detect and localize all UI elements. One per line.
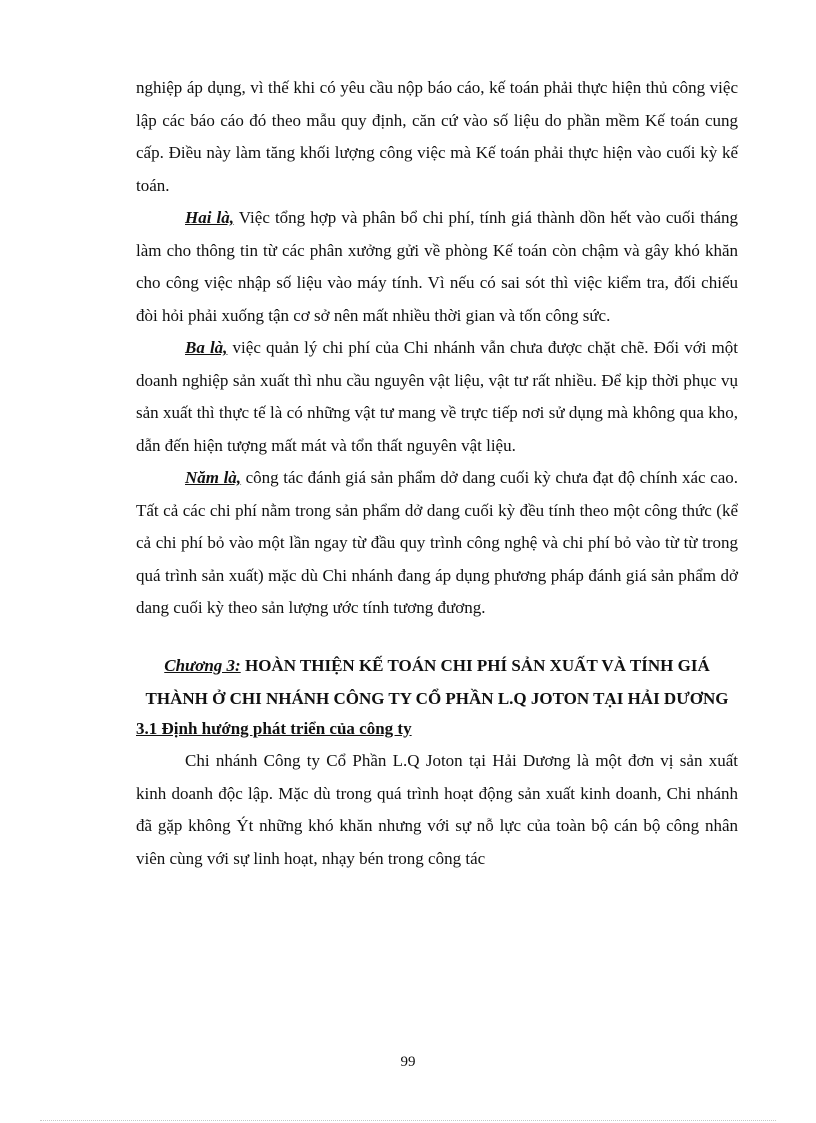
paragraph-ba-la bbox=[136, 332, 738, 462]
paragraph-nam-la-text: công tác đánh giá sản phẩm dở dang cuối kỳ chưa đạt độ chính xác cao. Tất cả các chi phí nằm trong sản phẩm dở dang cuối kỳ đều tính theo một công thức (kể cả chi phí bỏ vào một lần ngay từ đầu quy trình công nghệ và chi phí bỏ vào từ từ trong quá trình sản xuất) mặc dù Chi nhánh đang áp dụng phương pháp đánh giá sản phẩm dở dang cuối kỳ theo sản lượng ước tính tương đương. bbox=[136, 468, 738, 617]
chapter-title: HOÀN THIỆN KẾ TOÁN CHI PHÍ SẢN XUẤT VÀ TÍNH GIÁ THÀNH Ở CHI NHÁNH CÔNG TY CỔ PHẦN L.Q JOTON TẠI HẢI DƯƠNG bbox=[145, 655, 729, 708]
paragraph-hai-la bbox=[136, 202, 738, 332]
page-content bbox=[136, 72, 738, 875]
page-number: 99 bbox=[400, 1054, 416, 1070]
lead-nam-la: Năm là, bbox=[185, 468, 242, 487]
paragraph-nam-la bbox=[136, 462, 738, 625]
lead-ba-la: Ba là, bbox=[185, 338, 228, 357]
paragraph-ba-la-text: việc quản lý chi phí của Chi nhánh vẫn chưa được chặt chẽ. Đối với một doanh nghiệp sản xuất thì nhu cầu nguyên vật liệu, vật tư rất nhiều. Để kịp thời phục vụ sản xuất thì thực tế là có những vật tư mang về trực tiếp nơi sử dụng mà không qua kho, dẫn đến hiện tượng mất mát và tổn thất nguyên vật liệu. bbox=[136, 338, 739, 455]
page-bottom-divider bbox=[40, 1120, 776, 1121]
lead-hai-la: Hai là, bbox=[185, 208, 235, 227]
section-heading: 3.1 Định hướng phát triển của công ty bbox=[136, 718, 412, 738]
paragraph-continued: nghiệp áp dụng, vì thế khi có yêu cầu nộp báo cáo, kế toán phải thực hiện thủ công việc lập các báo cáo đó theo mẫu quy định, căn cứ vào số liệu do phần mềm Kế toán cung cấp. Điều này làm tăng khối lượng công việc mà Kế toán phải thực hiện vào cuối kỳ kế toán. bbox=[136, 78, 738, 195]
chapter-label: Chương 3: bbox=[164, 655, 241, 675]
chapter-heading bbox=[136, 649, 738, 715]
paragraph-hai-la-text: Việc tổng hợp và phân bổ chi phí, tính giá thành dồn hết vào cuối tháng làm cho thông tin từ các phân xưởng gửi về phòng Kế toán còn chậm và gây khó khăn cho công việc nhập số liệu vào máy tính. Vì nếu có sai sót thì việc kiểm tra, đối chiếu đòi hỏi phải xuống tận cơ sở nên mất nhiều thời gian và tốn công sức. bbox=[136, 208, 738, 325]
section-paragraph: Chi nhánh Công ty Cổ Phần L.Q Joton tại Hải Dương là một đơn vị sản xuất kinh doanh độc lập. Mặc dù trong quá trình hoạt động sản xuất kinh doanh, Chi nhánh đã gặp không Ýt những khó khăn nhưng với sự nỗ lực của toàn bộ cán bộ công nhân viên cùng với sự linh hoạt, nhạy bén trong công tác bbox=[136, 751, 738, 868]
